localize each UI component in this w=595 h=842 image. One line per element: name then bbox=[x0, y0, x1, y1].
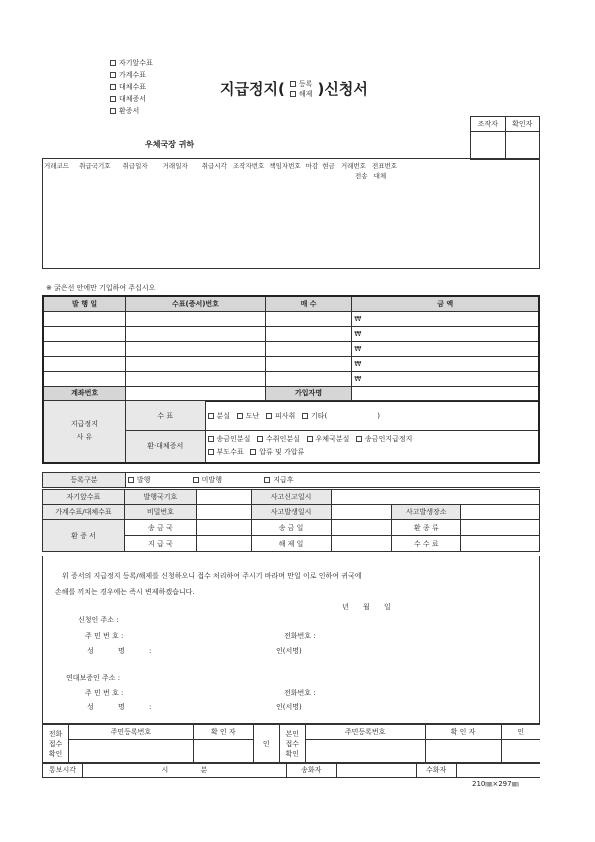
reason-sender-lost[interactable]: 송금인분실 bbox=[208, 435, 251, 443]
order-type-field[interactable] bbox=[461, 520, 540, 536]
reason-seizure[interactable]: 압류 및 가압류 bbox=[250, 448, 304, 456]
applicant-signature[interactable]: 인(서명) bbox=[276, 647, 302, 655]
check-info-table bbox=[42, 295, 540, 402]
send-date-label: 송 금 일 bbox=[251, 520, 331, 536]
money-order-reason-label: 환·대체증서 bbox=[125, 431, 205, 463]
check-item[interactable]: 대체수표 bbox=[110, 84, 153, 91]
reg-after-payment[interactable]: 지급후 bbox=[264, 476, 293, 484]
incident-place-field[interactable] bbox=[461, 505, 540, 520]
incident-time-field[interactable] bbox=[331, 505, 392, 520]
release-date-label: 해 제 일 bbox=[251, 536, 331, 552]
title-option-register[interactable]: 등록 bbox=[290, 79, 313, 89]
reason-dishonored[interactable]: 부도수표 bbox=[208, 448, 244, 456]
record-subheader: 전송 대체 bbox=[355, 172, 387, 180]
send-date-field[interactable] bbox=[331, 520, 392, 536]
won-symbol: ₩ bbox=[354, 374, 362, 383]
reason-lost[interactable]: 분실 bbox=[208, 412, 231, 420]
self-resident-number-field[interactable] bbox=[305, 740, 425, 764]
reason-postoffice-lost[interactable]: 우체국분실 bbox=[307, 435, 350, 443]
issuing-office-code-label: 발행국기호 bbox=[124, 490, 196, 505]
registration-type-options bbox=[125, 473, 540, 488]
money-order-label: 환 증 서 bbox=[43, 520, 125, 552]
statement-line2: 손해를 끼치는 경우에는 즉시 변제하겠습니다. bbox=[55, 588, 195, 596]
check-item[interactable]: 대체증서 bbox=[110, 96, 153, 103]
title-option-release[interactable]: 해제 bbox=[290, 89, 313, 99]
account-holder-field[interactable] bbox=[352, 386, 539, 401]
account-holder-label: 가입자명 bbox=[265, 386, 352, 401]
password-field[interactable] bbox=[196, 505, 251, 520]
issuing-office-code-field[interactable] bbox=[196, 490, 251, 505]
phone-resident-number-field[interactable] bbox=[68, 740, 193, 764]
table-row bbox=[43, 326, 539, 341]
check-reason-label: 수 표 bbox=[125, 401, 205, 431]
won-symbol: ₩ bbox=[354, 329, 362, 338]
incident-place-label: 사고발생장소 bbox=[392, 505, 461, 520]
check-number-header: 수표(증서)번호 bbox=[126, 296, 266, 311]
paying-office-field[interactable] bbox=[196, 536, 251, 552]
receiver-label: 수화자 bbox=[416, 763, 456, 778]
password-label: 비밀번호 bbox=[124, 505, 196, 520]
account-number-label: 계좌번호 bbox=[43, 386, 126, 401]
processing-record-area bbox=[42, 158, 540, 269]
issue-date-header: 발 행 일 bbox=[43, 296, 126, 311]
approval-box bbox=[470, 116, 540, 160]
sending-office-field[interactable] bbox=[196, 520, 251, 536]
notification-table bbox=[42, 762, 540, 778]
confirmer-header-2: 확 인 자 bbox=[425, 725, 501, 740]
seal-label: 인 bbox=[253, 725, 279, 764]
caller-label: 송화자 bbox=[286, 763, 336, 778]
applicant-id-label: 주 민 번 호 : bbox=[85, 632, 124, 640]
checker-header: 확인자 bbox=[505, 117, 540, 132]
registration-type-table bbox=[42, 472, 540, 488]
notify-time-label: 통보시각 bbox=[43, 763, 83, 778]
reason-other[interactable]: 기타( bbox=[302, 412, 327, 420]
reason-table bbox=[42, 400, 540, 464]
recipient: 우체국장 귀하 bbox=[145, 140, 195, 149]
money-order-reason-options bbox=[205, 431, 539, 463]
amount-header: 금 액 bbox=[352, 296, 539, 311]
instruction-note: ※ 굵은선 안에만 기입하여 주십시오 bbox=[46, 284, 156, 292]
release-date-field[interactable] bbox=[331, 536, 392, 552]
incident-time-label: 사고발생일시 bbox=[251, 505, 331, 520]
operator-stamp-cell[interactable] bbox=[471, 132, 506, 160]
table-row bbox=[43, 311, 539, 326]
won-symbol: ₩ bbox=[354, 359, 362, 368]
reg-issued[interactable]: 발행 bbox=[128, 476, 151, 484]
won-symbol: ₩ bbox=[354, 314, 362, 323]
count-header: 매 수 bbox=[265, 296, 352, 311]
won-symbol: ₩ bbox=[354, 344, 362, 353]
incident-report-time-label: 사고신고일시 bbox=[251, 490, 331, 505]
cashier-check-label: 자기앞수표 bbox=[43, 490, 125, 505]
seal-label-2: 인 bbox=[501, 725, 540, 740]
resident-number-header-2: 주민등록번호 bbox=[305, 725, 425, 740]
personal-check-label: 가계수표/대체수표 bbox=[43, 505, 125, 520]
fee-field[interactable] bbox=[461, 536, 540, 552]
details-table bbox=[42, 489, 540, 552]
reason-fraud[interactable]: 피사취 bbox=[266, 412, 295, 420]
guarantor-name-label: 성 명 : bbox=[87, 703, 152, 711]
caller-field[interactable] bbox=[336, 763, 416, 778]
self-seal-field[interactable] bbox=[501, 740, 540, 764]
statement-area bbox=[42, 556, 540, 724]
paper-size-label: 210㎜×297㎜ bbox=[472, 780, 519, 788]
document-type-checklist bbox=[110, 60, 153, 115]
record-header-row: 거래코드 취급국기호 취급일자 거래일자 취급시각 조작자번호 책임자번호 마감 현금 거래번호 전표번호 bbox=[44, 162, 398, 170]
notify-time-field[interactable]: 시 분 bbox=[82, 763, 286, 778]
reason-stolen[interactable]: 도난 bbox=[237, 412, 260, 420]
applicant-address-label: 신청인 주소 : bbox=[78, 616, 119, 624]
confirmer-header: 확 인 자 bbox=[193, 725, 253, 740]
applicant-phone-label: 전화번호 : bbox=[284, 632, 316, 640]
resident-number-header: 주민등록번호 bbox=[68, 725, 193, 740]
phone-confirmer-field[interactable] bbox=[193, 740, 253, 764]
verification-table bbox=[42, 724, 540, 764]
account-number-field[interactable] bbox=[126, 386, 266, 401]
registration-type-label: 등록구분 bbox=[43, 473, 126, 488]
guarantor-phone-label: 전화번호 : bbox=[284, 689, 316, 697]
order-type-label: 환 종 류 bbox=[392, 520, 461, 536]
checker-stamp-cell[interactable] bbox=[505, 132, 540, 160]
table-row bbox=[43, 356, 539, 371]
statement-line1: 위 증서의 지급정지 등록/해제를 신청하오니 접수 처리하여 주시기 바라며 만일 이로 인하여 귀국에 bbox=[62, 572, 362, 580]
fee-label: 수 수 료 bbox=[392, 536, 461, 552]
operator-header: 조작자 bbox=[471, 117, 506, 132]
stop-reason-label: 지급정지 사 유 bbox=[43, 401, 125, 463]
phone-check-label: 전화 접수 확인 bbox=[43, 725, 69, 764]
self-check-label: 본인 접수 확인 bbox=[279, 725, 305, 764]
date-line[interactable]: 년 월 일 bbox=[342, 603, 391, 611]
check-item[interactable]: 환증서 bbox=[110, 108, 153, 115]
receiver-field[interactable] bbox=[456, 763, 540, 778]
paying-office-label: 지 급 국 bbox=[124, 536, 196, 552]
check-item[interactable]: 자기앞수표 bbox=[110, 60, 153, 67]
table-row bbox=[43, 341, 539, 356]
reason-sender-stop[interactable]: 송금인지급정지 bbox=[356, 435, 412, 443]
guarantor-address-label: 연대보증인 주소 : bbox=[66, 674, 121, 682]
self-confirmer-field[interactable] bbox=[425, 740, 501, 764]
sending-office-label: 송 금 국 bbox=[124, 520, 196, 536]
table-row bbox=[43, 371, 539, 386]
document-title: 지급정지( 등록 해제 )신청서 bbox=[220, 79, 368, 98]
check-reason-options: 분실 도난 피사취 기타( ) bbox=[205, 401, 539, 431]
guarantor-signature[interactable]: 인(서명) bbox=[276, 703, 302, 711]
applicant-name-label: 성 명 : bbox=[87, 647, 152, 655]
reason-receiver-lost[interactable]: 수취인분실 bbox=[257, 435, 300, 443]
reg-unissued[interactable]: 미발행 bbox=[193, 476, 222, 484]
guarantor-id-label: 주 민 번 호 : bbox=[85, 689, 124, 697]
check-item[interactable]: 가계수표 bbox=[110, 72, 153, 79]
incident-report-time-field[interactable] bbox=[331, 490, 540, 505]
